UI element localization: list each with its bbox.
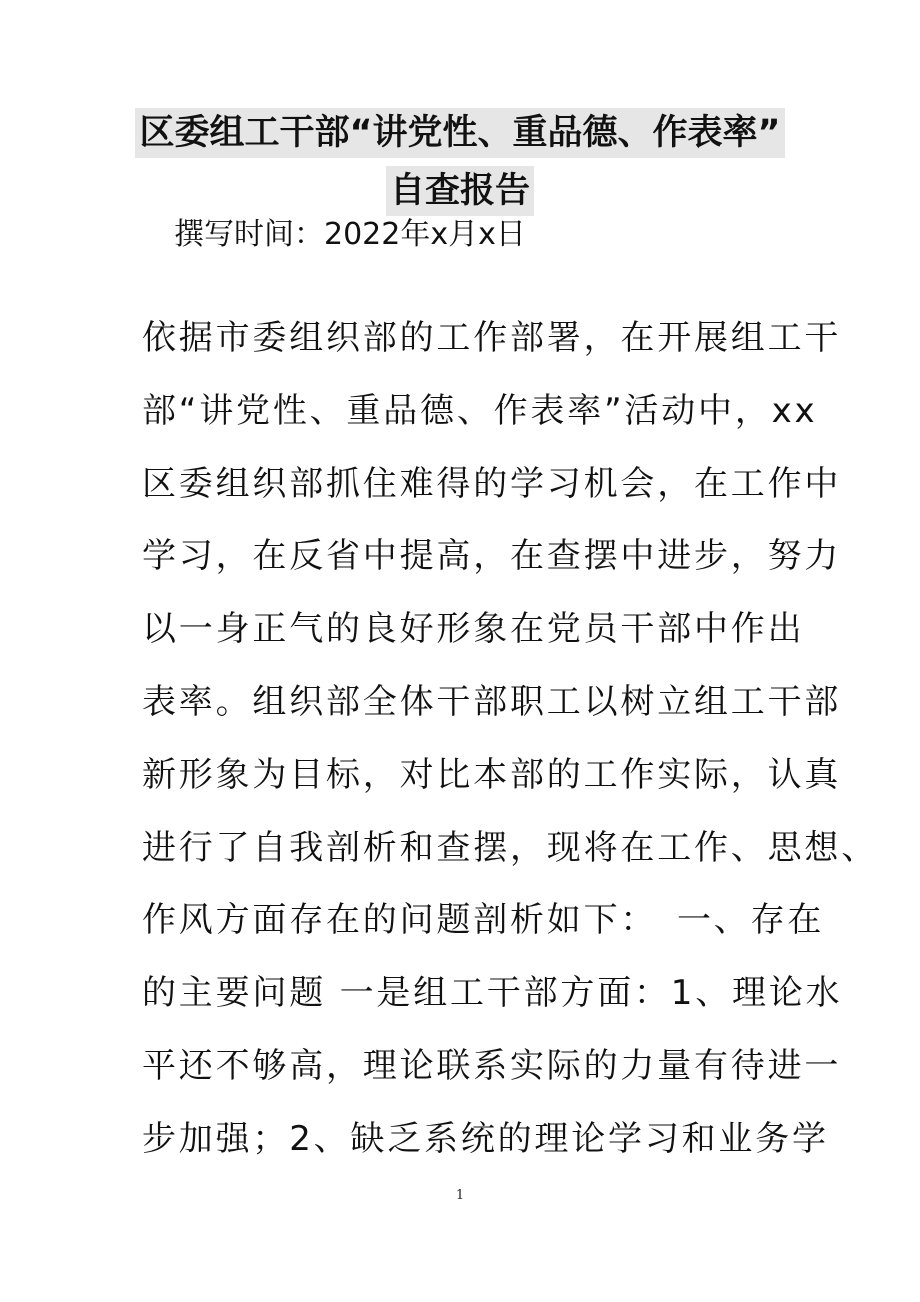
body-paragraph	[142, 302, 878, 1176]
title-line-1: 区委组工干部“讲党性、重品德、作表率”	[135, 108, 784, 158]
body-line: 作风方面存在的问题剖析如下： 一、存在	[142, 900, 825, 941]
body-line: 区委组织部抓住难得的学习机会，在工作中	[142, 463, 842, 504]
date-line: 撰写时间：2022年x月x日	[174, 217, 526, 252]
body-line: 依据市委组织部的工作部署，在开展组工干	[142, 318, 842, 358]
body-line: 以一身正气的良好形象在党员干部中作出	[142, 609, 805, 650]
document-title	[0, 108, 920, 216]
body-line: 进行了自我剖析和查摆，现将在工作、思想、	[142, 827, 878, 868]
body-line: 表率。组织部全体干部职工以树立组工干部	[142, 681, 842, 722]
body-line: 学习，在反省中提高，在查摆中进步，努力	[142, 536, 842, 577]
body-line: 的主要问题 一是组工干部方面：1、理论水	[142, 973, 843, 1014]
body-line: 步加强；2、缺乏系统的理论学习和业务学	[142, 1118, 829, 1159]
body-line: 新形象为目标，对比本部的工作实际，认真	[142, 754, 842, 795]
body-line: 部“讲党性、重品德、作表率”活动中，xx	[142, 390, 818, 431]
page-number: 1	[455, 1188, 465, 1203]
title-line-2: 自查报告	[386, 166, 534, 216]
body-line: 平还不够高，理论联系实际的力量有待进一	[142, 1045, 842, 1086]
